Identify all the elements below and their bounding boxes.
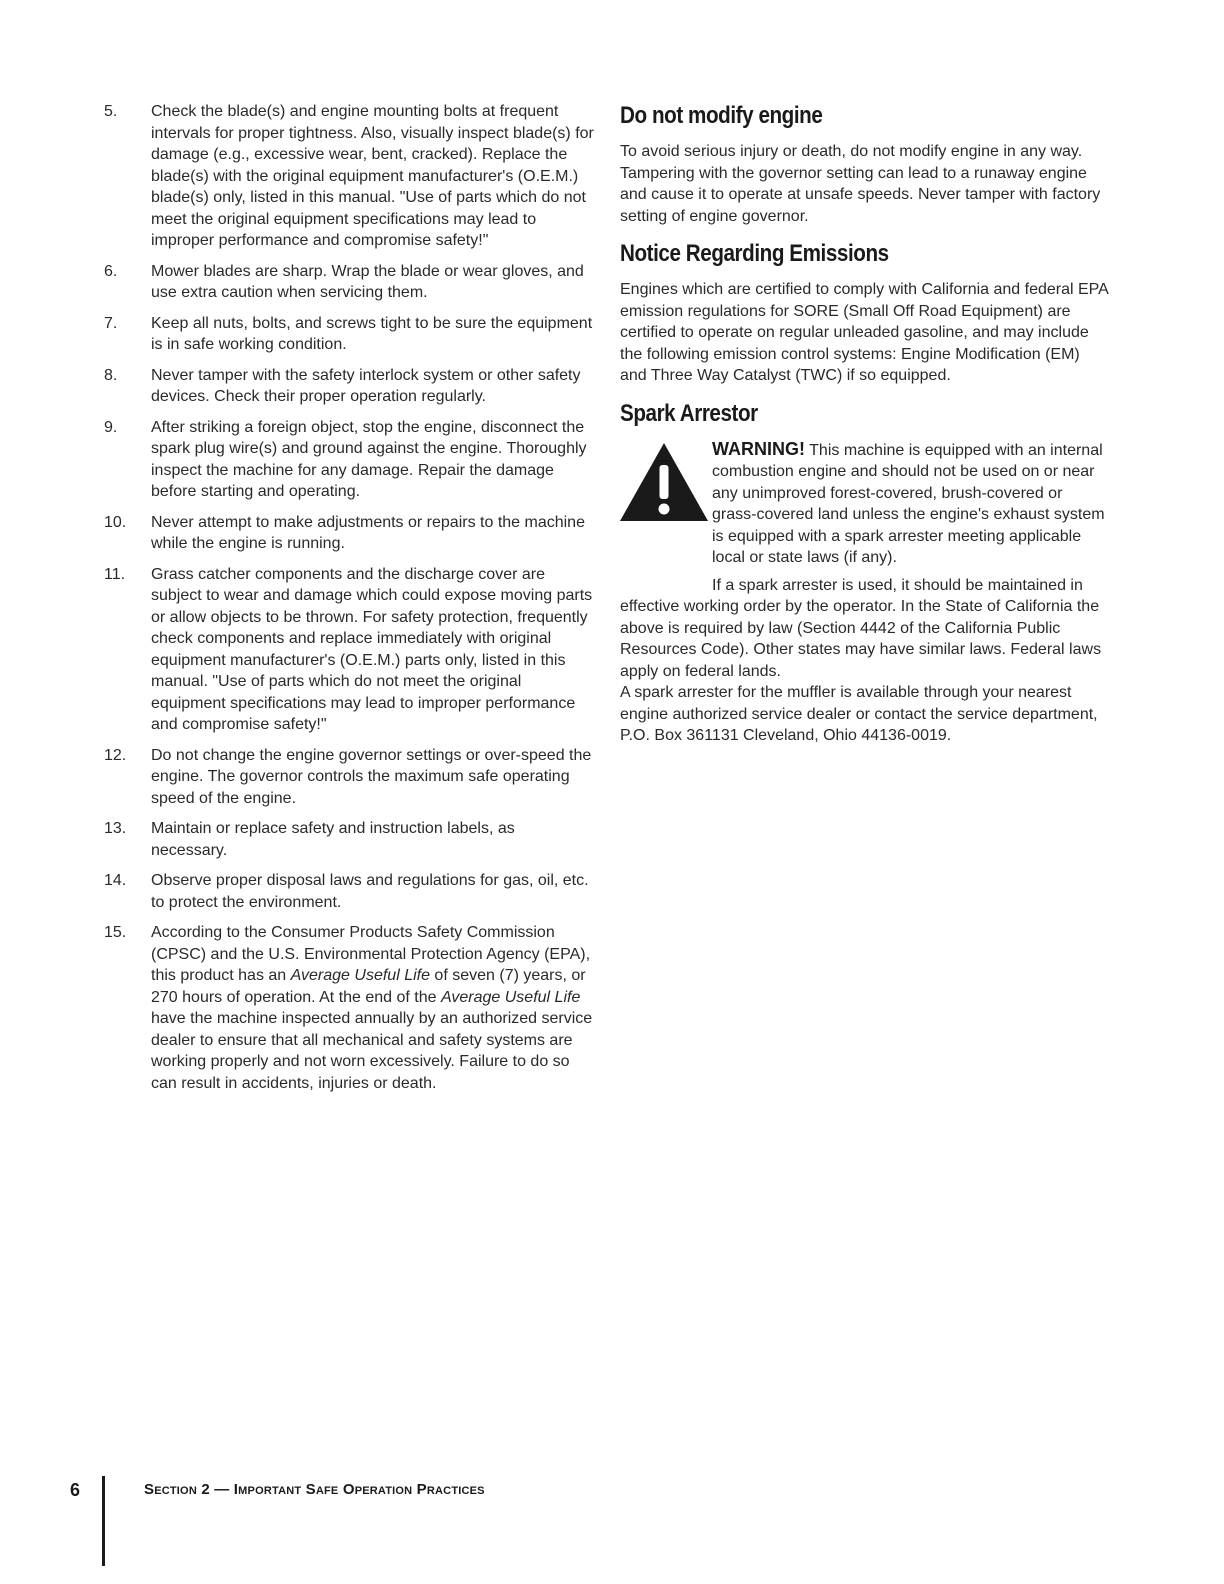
item-number: 12. (104, 746, 127, 764)
list-item (104, 922, 594, 1094)
emissions-heading: Notice Regarding Emissions (620, 240, 889, 267)
footer-divider (102, 1476, 105, 1566)
warning-block (620, 439, 1110, 569)
warning-label: WARNING! (712, 438, 805, 459)
list-item (104, 870, 594, 913)
list-item (104, 101, 594, 252)
item-text: Grass catcher components and the discharge cover are subject to wear and damage which could expose moving parts or allow objects to be thrown. For safety protection, frequently check components and replace immediately with original equipment manufacturer's (O.E.M.) parts only, listed in this manual. "Use of parts which do not meet the original equipment specifications may lead to improper performance and compromise safety!" (151, 565, 593, 733)
page-number: 6 (70, 1480, 81, 1500)
item-text: Mower blades are sharp. Wrap the blade or wear gloves, and use extra caution when servicing them. (151, 262, 584, 301)
modify-body: To avoid serious injury or death, do not modify engine in any way. Tampering with the governor setting can lead to a runaway engine and cause it to operate at unsafe speeds. Never tamper with factory setting of engine governor. (620, 143, 1101, 225)
item-text: Maintain or replace safety and instruction labels, as necessary. (151, 820, 515, 859)
item-number: 7. (104, 314, 118, 332)
emissions-body: Engines which are certified to comply with California and federal EPA emission regulations for SORE (Small Off Road Equipment) are certified to operate on regular unleaded gasoline, and may include the following emission control systems: Engine Modification (EM) and Three Way Catalyst (TWC) if so equipped. (620, 281, 1108, 384)
item-number: 5. (104, 103, 118, 120)
item-number: 14. (104, 872, 127, 889)
item-number: 8. (104, 366, 118, 384)
item-number: 15. (104, 924, 127, 941)
list-item (104, 261, 594, 304)
list-item (104, 512, 594, 555)
left-column (104, 101, 594, 1103)
item-number: 10. (104, 513, 127, 531)
list-item (104, 818, 594, 861)
list-item (104, 365, 594, 408)
spark-para-2: If a spark arrester is used, it should be maintained in effective working order by the operator. In the State of California the above is required by law (Section 4442 of the California Public Resources Code). Other states may have similar laws. Federal laws apply on federal lands. (620, 576, 1102, 680)
item-text: Check the blade(s) and engine mounting bolts at frequent intervals for proper tightness. Also, visually inspect blade(s) for damage (e.g., excessive wear, bent, cracked). Replace the blade(s) with the original equipment manufacturer's (O.E.M.) blade(s) only, listed in this manual. "Use of parts which do not meet the original equipment specifications may lead to improper performance and compromise safety!" (151, 103, 594, 249)
item-text: Keep all nuts, bolts, and screws tight to be sure the equipment is in safe working condition. (151, 314, 593, 353)
warning-text: WARNING! This machine is equipped with an internal combustion engine and should not be used on or near any unimproved forest-covered, brush-covered or grass-covered land unless the engine's exhaust system is equipped with a spark arrester meeting applicable local or state laws (if any). (712, 438, 1105, 566)
item-number: 13. (104, 820, 127, 837)
item-text: Observe proper disposal laws and regulations for gas, oil, etc. to protect the environment. (151, 872, 589, 911)
item-text: Do not change the engine governor settings or over-speed the engine. The governor controls the maximum safe operating speed of the engine. (151, 746, 592, 807)
item-text: Never attempt to make adjustments or repairs to the machine while the engine is running. (151, 513, 585, 552)
section-title: Section 2 — Important Safe Operation Practices (144, 1481, 485, 1498)
item-text: According to the Consumer Products Safety Commission (CPSC) and the U.S. Environmental Protection Agency (EPA), this product has an Average Useful Life of seven (7) years, or 270 hours of operation. At the end of the Average Useful Life have the machine inspected annually by an authorized service dealer to ensure that all mechanical and safety systems are working properly and not worn excessively. Failure to do so can result in accidents, injuries or death. (151, 924, 593, 1092)
spark-heading: Spark Arrestor (620, 399, 758, 427)
list-item (104, 417, 594, 503)
modify-heading: Do not modify engine (620, 102, 823, 129)
list-item (104, 564, 594, 736)
item-text: After striking a foreign object, stop the engine, disconnect the spark plug wire(s) and ground against the engine. Thoroughly inspect the machine for any damage. Repair the damage before starting and operating. (151, 418, 587, 500)
warning-triangle-icon (620, 441, 712, 523)
italic-term: Average Useful Life (290, 967, 430, 984)
right-column (620, 101, 1110, 747)
item-number: 6. (104, 262, 118, 280)
list-item (104, 313, 594, 356)
item-number: 9. (104, 418, 118, 436)
italic-term: Average Useful Life (441, 988, 581, 1006)
list-item (104, 745, 594, 810)
item-text: Never tamper with the safety interlock system or other safety devices. Check their proper operation regularly. (151, 366, 581, 405)
item-number: 11. (104, 565, 126, 583)
spark-para-3: A spark arrester for the muffler is available through your nearest engine authorized service dealer or contact the service department, P.O. Box 361131 Cleveland, Ohio 44136-0019. (620, 684, 1098, 744)
